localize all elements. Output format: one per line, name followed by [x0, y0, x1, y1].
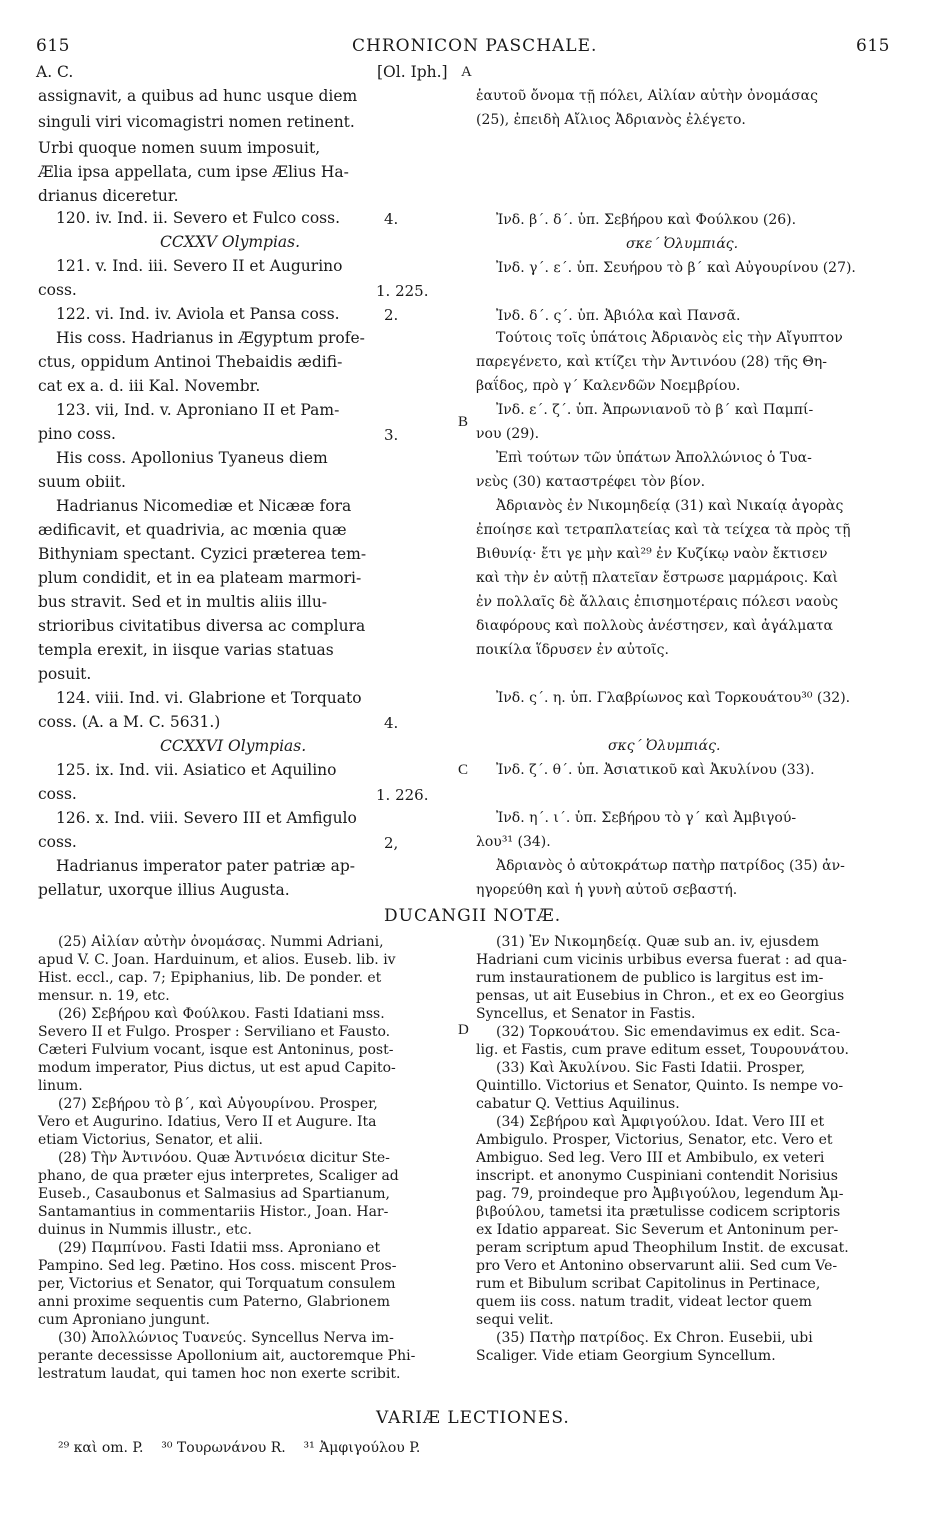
greek-line: ἑαυτοῦ ὄνομα τῇ πόλει, Αἰλίαν αὐτὴν ὀνομάσας [476, 88, 818, 104]
note-line: Hadriani cum vicinis urbibus eversa fuerat : ad qua- [476, 952, 847, 968]
running-title: CHRONICON PASCHALE. [352, 36, 598, 56]
note-line: Syncellus, et Senator in Fastis. [476, 1006, 696, 1022]
greek-line: διαφόρους καὶ πολλοὺς ἀνέστησεν, καὶ ἀγάλματα [476, 618, 833, 634]
greek-line: Ἐπὶ τούτων τῶν ὑπάτων Ἀπολλώνιος ὁ Τυα- [496, 450, 812, 466]
note-line: mensur. n. 19, etc. [38, 988, 170, 1004]
greek-line: (25), ἐπειδὴ Αἴλιος Ἀδριανὸς ἐλέγετο. [476, 112, 746, 128]
latin-line: 125. ix. Ind. vii. Asiatico et Aquilino [56, 761, 337, 779]
margin-letter-c: C [458, 762, 469, 778]
latin-line: coss. (A. a M. C. 5631.) [38, 713, 221, 731]
greek-line: καὶ τὴν ἐν αὐτῇ πλατεῖαν ἔστρωσε μαρμάροις. Καὶ [476, 570, 839, 586]
note-line: duinus in Nummis illustr., etc. [38, 1222, 252, 1238]
note-line: Euseb., Casaubonus et Salmasius ad Spartianum, [38, 1186, 390, 1202]
greek-line: Ἰνδ. δ΄. ς΄. ὑπ. Ἀβιόλα καὶ Πανσᾶ. [496, 308, 741, 324]
note-line: (34) Σεβήρου καὶ Ἀμφιγούλου. Idat. Vero III et [496, 1114, 825, 1130]
note-line: quem iis coss. natum tradit, videat lector quem [476, 1294, 812, 1310]
variae-heading: VARIÆ LECTIONES. [376, 1408, 570, 1428]
note-line: ex Idatio appareat. Sic Severum et Antoninum per- [476, 1222, 839, 1238]
variae-line: ²⁹ καὶ om. P. ³⁰ Τουρωνάνου R. ³¹ Ἀμφιγούλου P. [58, 1440, 421, 1456]
greek-line: Ἰνδ. γ΄. ε΄. ὑπ. Σευήρου τὸ β΄ καὶ Αὐγουρίνου (27). [496, 260, 856, 276]
latin-line: drianus diceretur. [38, 187, 179, 205]
latin-line: pellatur, uxorque illius Augusta. [38, 881, 290, 899]
olympiad-year: 3. [384, 426, 399, 444]
note-line: (26) Σεβήρου καὶ Φούλκου. Fasti Idatiani mss. [58, 1006, 385, 1022]
greek-line: Βιθυνίᾳ· ἔτι γε μὴν καὶ²⁹ ἐν Κυζίκῳ ναὸν ἔκτισεν [476, 546, 828, 562]
greek-line: Ἀδριανὸς ὁ αὐτοκράτωρ πατὴρ πατρίδος (35) ἀν- [496, 858, 845, 874]
latin-line: plum condidit, et in ea plateam marmori- [38, 569, 362, 587]
note-line: linum. [38, 1078, 83, 1094]
latin-line: coss. [38, 833, 77, 851]
note-line: (30) Ἀπολλώνιος Τυανεύς. Syncellus Nerva im- [58, 1330, 394, 1346]
greek-line: παρεγένετο, καὶ κτίζει τὴν Ἀντινόου (28) τῆς Θη- [476, 354, 827, 370]
latin-line: 121. v. Ind. iii. Severo II et Augurino [56, 257, 343, 275]
note-line: cabatur Q. Vettius Aquilinus. [476, 1096, 680, 1112]
note-line: rum et Bibulum scribat Capitolinus in Pertinace, [476, 1276, 821, 1292]
latin-line: suum obiit. [38, 473, 126, 491]
olympiad-year: 4. [384, 714, 399, 732]
margin-letter-b: B [458, 414, 469, 430]
latin-line: ædificavit, et quadrivia, ac mœnia quæ [38, 521, 347, 539]
latin-line: Hadrianus Nicomediæ et Nicææ fora [56, 497, 352, 515]
greek-line: Ἰνδ. ς΄. η. ὑπ. Γλαβρίωνος καὶ Τορκουάτου³⁰ (32). [496, 690, 851, 706]
greek-line: ηγορεύθη καὶ ἡ γυνὴ αὐτοῦ σεβαστή. [476, 882, 738, 898]
greek-line: Ἀδριανὸς ἐν Νικομηδείᾳ (31) καὶ Νικαίᾳ ἀγορὰς [496, 498, 844, 514]
olympiad-heading: CCXXV Olympias. [160, 233, 301, 251]
note-line: lig. et Fastis, cum prave editum esset, Τουρουνάτου. [476, 1042, 849, 1058]
olympiad-year: 2. [384, 306, 399, 324]
note-line: rum instaurationem de publico is largitus est im- [476, 970, 824, 986]
latin-line: Urbi quoque nomen suum imposuit, [38, 139, 321, 157]
note-line: Hist. eccl., cap. 7; Epiphanius, lib. De ponder. et [38, 970, 382, 986]
note-line: pag. 79, proindeque pro Ἀμβιγούλου, legendum Ἀμ- [476, 1186, 844, 1202]
greek-line: Ἰνδ. ζ΄. θ΄. ὑπ. Ἀσιατικοῦ καὶ Ἀκυλίνου (33). [496, 762, 815, 778]
greek-line: ἐν πολλαῖς δὲ ἄλλαις ἐπισημοτέραις πόλεσι ναοὺς [476, 594, 839, 610]
olympiad-heading: σκε΄ Ὀλυμπιάς. [626, 236, 739, 252]
note-line: pensas, ut ait Eusebius in Chron., et ex eo Georgius [476, 988, 845, 1004]
latin-line: 120. iv. Ind. ii. Severo et Fulco coss. [56, 209, 341, 227]
latin-line: strioribus civitatibus diversa ac complura [38, 617, 366, 635]
olympiad-heading: σκς΄ Ὀλυμπιάς. [608, 738, 721, 754]
latin-line: coss. [38, 785, 77, 803]
note-line: (32) Τορκουάτου. Sic emendavimus ex edit. Sca- [496, 1024, 841, 1040]
latin-line: Ælia ipsa appellata, cum ipse Ælius Ha- [38, 163, 349, 181]
note-line: Quintillo. Victorius et Senator, Quinto. Is nempe vo- [476, 1078, 844, 1094]
note-line: pro Vero et Antonino observarunt alii. Sed cum Ve- [476, 1258, 838, 1274]
notes-heading: DUCANGII NOTÆ. [384, 906, 562, 926]
olympiad-year: 2, [384, 834, 399, 852]
latin-line: posuit. [38, 665, 92, 683]
greek-line: Ἰνδ. η΄. ι΄. ὑπ. Σεβήρου τὸ γ΄ καὶ Ἀμβιγού- [496, 810, 797, 826]
note-line: βιβούλου, tametsi ita prætulisse codicem scriptoris [476, 1204, 841, 1220]
note-line: apud V. C. Joan. Harduinum, et alios. Euseb. lib. iv [38, 952, 396, 968]
note-line: Cæteri Fulvium vocant, isque est Antoninus, post- [38, 1042, 394, 1058]
latin-line: cat ex a. d. iii Kal. Novembr. [38, 377, 261, 395]
greek-line: νεὺς (30) καταστρέφει τὸν βίον. [476, 474, 706, 490]
note-line: (29) Παμπίνου. Fasti Idatii mss. Aproniano et [58, 1240, 381, 1256]
note-line: cum Aproniano jungunt. [38, 1312, 210, 1328]
page-number-left: 615 [36, 36, 70, 56]
note-line: Vero et Augurino. Idatius, Vero II et Augure. Ita [38, 1114, 377, 1130]
note-line: (31) Ἐν Νικομηδείᾳ. Quæ sub an. iv, ejusdem [496, 934, 819, 950]
note-line: Santamantius in commentariis Histor., Joan. Har- [38, 1204, 389, 1220]
note-line: per, Victorius et Senator, qui Torquatum consulem [38, 1276, 396, 1292]
latin-line: 123. vii, Ind. v. Aproniano II et Pam- [56, 401, 340, 419]
greek-line: Ἰνδ. ε΄. ζ΄. ὑπ. Ἀπρωνιανοῦ τὸ β΄ καὶ Παμπί- [496, 402, 814, 418]
latin-line: pino coss. [38, 425, 116, 443]
latin-line: His coss. Apollonius Tyaneus diem [56, 449, 328, 467]
latin-line: His coss. Hadrianus in Ægyptum profe- [56, 329, 365, 347]
olympiad-year: 1. 225. [376, 282, 429, 300]
note-line: lestratum laudat, qui tamen hoc non exerte scribit. [38, 1366, 401, 1382]
olympiad-heading: CCXXVI Olympias. [160, 737, 307, 755]
note-line: anni proxime sequentis cum Paterno, Glabrionem [38, 1294, 391, 1310]
note-line: inscript. et anonymo Cuspiniani contendit Norisius [476, 1168, 838, 1184]
note-line: etiam Victorius, Senator, et alii. [38, 1132, 263, 1148]
note-line: Scaliger. Vide etiam Georgium Syncellum. [476, 1348, 776, 1364]
olympiad-year: 4. [384, 210, 399, 228]
note-line: peram scriptum apud Theophilum Instit. de excusat. [476, 1240, 849, 1256]
greek-line: βαΐδος, πρὸ γ΄ Καλενδῶν Νοεμβρίου. [476, 378, 741, 394]
latin-line: 122. vi. Ind. iv. Aviola et Pansa coss. [56, 305, 340, 323]
page-number-right: 615 [856, 36, 890, 56]
greek-line: ἐποίησε καὶ τετραπλατείας καὶ τὰ τείχεα τὰ πρὸς τῇ [476, 522, 851, 538]
greek-line: Τούτοις τοῖς ὑπάτοις Ἀδριανὸς εἰς τὴν Αἴγυπτον [496, 330, 843, 346]
note-line: modum imperator, Pius dictus, ut est apud Capito- [38, 1060, 396, 1076]
latin-line: singuli viri vicomagistri nomen retinent. [38, 113, 355, 131]
note-line: perante decessisse Apollonium ait, auctoremque Phi- [38, 1348, 416, 1364]
note-line: (28) Τὴν Ἀντινόου. Quæ Ἀντινόεια dicitur Ste- [58, 1150, 390, 1166]
latin-line: 126. x. Ind. viii. Severo III et Amfigulo [56, 809, 357, 827]
latin-line: templa erexit, in iisque varias statuas [38, 641, 334, 659]
latin-line: Bithyniam spectant. Cyzici præterea tem- [38, 545, 367, 563]
era-label: A. C. [36, 63, 74, 81]
latin-line: 124. viii. Ind. vi. Glabrione et Torquato [56, 689, 362, 707]
note-line: (27) Σεβήρου τὸ β΄, καὶ Αὐγουρίνου. Prosper, [58, 1096, 378, 1112]
note-line: Ambigulo. Prosper, Victorius, Senator, etc. Vero et [476, 1132, 833, 1148]
note-line: sequi velit. [476, 1312, 554, 1328]
margin-letter-d: D [458, 1022, 469, 1038]
note-line: (25) Αἰλίαν αὐτὴν ὀνομάσας. Nummi Adriani, [58, 934, 384, 950]
olympiad-year: 1. 226. [376, 786, 429, 804]
note-line: Ambiguo. Sed leg. Vero III et Ambibulo, ex veteri [476, 1150, 825, 1166]
note-line: (33) Καὶ Ἀκυλίνου. Sic Fasti Idatii. Prosper, [496, 1060, 806, 1076]
note-line: Pampino. Sed leg. Pætino. Hos coss. miscent Pros- [38, 1258, 397, 1274]
latin-line: assignavit, a quibus ad hunc usque diem [38, 87, 358, 105]
note-line: Severo II et Fulgo. Prosper : Serviliano et Fausto. [38, 1024, 391, 1040]
latin-line: ctus, oppidum Antinoi Thebaidis ædifi- [38, 353, 343, 371]
note-line: (35) Πατὴρ πατρίδος. Ex Chron. Eusebii, ubi [496, 1330, 813, 1346]
greek-line: λου³¹ (34). [476, 834, 551, 850]
latin-line: bus stravit. Sed et in multis aliis illu- [38, 593, 328, 611]
greek-line: Ἰνδ. β΄. δ΄. ὑπ. Σεβήρου καὶ Φούλκου (26). [496, 212, 797, 228]
olympiad-label: [Ol. Iph.] [377, 63, 448, 81]
latin-line: coss. [38, 281, 77, 299]
note-line: phano, de qua præter ejus interpretes, Scaliger ad [38, 1168, 399, 1184]
greek-line: ποικίλα ἵδρυσεν ἐν αὐτοῖς. [476, 642, 669, 658]
greek-line: νου (29). [476, 426, 540, 442]
latin-line: Hadrianus imperator pater patriæ ap- [56, 857, 355, 875]
margin-letter-a: A [461, 64, 472, 80]
